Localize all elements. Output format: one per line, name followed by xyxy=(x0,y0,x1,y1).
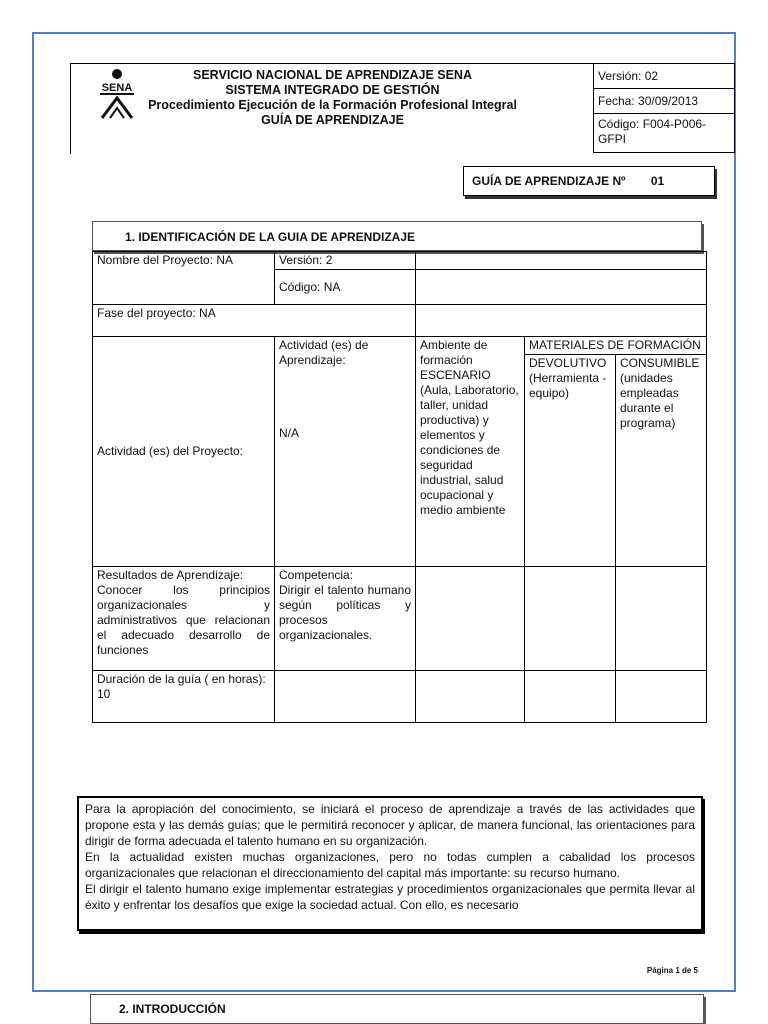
table-row xyxy=(93,671,707,723)
materials-header-cell xyxy=(525,337,707,355)
duration-value: 10 xyxy=(97,687,111,701)
learning-activity-cell xyxy=(275,337,416,567)
guide-number-value: 01 xyxy=(650,174,665,188)
project-name: Nombre del Proyecto: NA xyxy=(97,253,234,267)
table-row xyxy=(93,252,707,270)
learning-activity-value: N/A xyxy=(279,426,300,440)
empty-cell xyxy=(275,671,416,723)
guide-number-label: GUÍA DE APRENDIZAJE Nº xyxy=(472,174,626,188)
learning-activity-label: Actividad (es) de Aprendizaje: xyxy=(279,338,369,367)
identification-table xyxy=(92,251,707,723)
empty-cell xyxy=(525,671,616,723)
header-version: Versión: 02 xyxy=(594,64,734,89)
project-activity-cell xyxy=(93,337,275,567)
page-number: Página 1 de 5 xyxy=(646,966,698,975)
sena-logo xyxy=(94,68,140,120)
project-phase: Fase del proyecto: NA xyxy=(97,306,216,320)
devolutivo-cell xyxy=(525,355,616,567)
environment-cell xyxy=(416,337,525,567)
consumible-text: CONSUMIBLE (unidades empleadas durante el programa) xyxy=(620,356,700,430)
devolutivo-text: DEVOLUTIVO (Herramienta - equipo) xyxy=(529,356,607,400)
table-row xyxy=(93,337,707,355)
project-activity-label: Actividad (es) del Proyecto: xyxy=(97,444,244,458)
header-meta-block xyxy=(593,63,735,153)
results-text: Conocer los principios organizacionales y administrativos que relacionan el adecuado desarrollo de funciones xyxy=(97,583,270,657)
competence-text: Dirigir el talento humano según políticas y procesos organizacionales. xyxy=(279,583,411,642)
phase-cell xyxy=(93,305,416,337)
duration-cell xyxy=(93,671,275,723)
environment-text: Ambiente de formación ESCENARIO (Aula, Laboratorio, taller, unidad productiva) y elementos y condiciones de seguridad industrial, salud ocupacional y medio ambiente xyxy=(420,338,519,517)
consumible-cell xyxy=(616,355,707,567)
header-title-line2: SISTEMA INTEGRADO DE GESTIÓN xyxy=(225,83,440,97)
svg-text:SENA: SENA xyxy=(101,82,133,94)
sena-logo-icon xyxy=(94,68,140,120)
project-name-cell xyxy=(93,252,275,305)
section-identification-heading: 1. IDENTIFICACIÓN DE LA GUIA DE APRENDIZAJE xyxy=(92,221,702,251)
materials-header: MATERIALES DE FORMACIÓN xyxy=(529,338,701,352)
empty-cell xyxy=(416,567,525,671)
header-code: Código: F004-P006-GFPI xyxy=(598,117,707,146)
section-introduction-heading: 2. INTRODUCCIÓN xyxy=(90,994,704,1024)
empty-cell xyxy=(616,567,707,671)
empty-cell xyxy=(525,567,616,671)
header-date: Fecha: 30/09/2013 xyxy=(594,89,734,114)
code-cell xyxy=(275,270,416,305)
introduction-text-box xyxy=(77,796,703,931)
empty-cell xyxy=(416,270,707,305)
intro-paragraph-1: Para la apropiación del conocimiento, se iniciará el proceso de aprendizaje a través de las actividades que propone esta y las demás guías; que le permitirá reconocer y aplicar, de manera funcional, las orientaciones para dirigir de forma adecuada el talento humano en su organización. xyxy=(85,802,695,848)
header-title-line3: Procedimiento Ejecución de la Formación Profesional Integral xyxy=(148,98,517,112)
competence-cell xyxy=(275,567,416,671)
header-title-line1: SERVICIO NACIONAL DE APRENDIZAJE SENA xyxy=(193,68,472,82)
empty-cell xyxy=(416,305,707,337)
table-row xyxy=(93,305,707,337)
guide-number-box xyxy=(463,166,715,196)
version-cell xyxy=(275,252,416,270)
table-row xyxy=(93,567,707,671)
competence-label: Competencia: xyxy=(279,568,354,582)
empty-cell xyxy=(416,252,707,270)
table-code: Código: NA xyxy=(279,279,341,294)
duration-label: Duración de la guía ( en horas): xyxy=(97,672,266,686)
empty-cell xyxy=(616,671,707,723)
header-title-block xyxy=(70,63,594,154)
header-title-line4: GUÍA DE APRENDIZAJE xyxy=(261,113,404,127)
empty-cell xyxy=(416,671,525,723)
results-label: Resultados de Aprendizaje: xyxy=(97,568,244,582)
intro-paragraph-3: El dirigir el talento humano exige implementar estrategias y procedimientos organizacionales que permita llevar al éxito y enfrentar los desafíos que exige la sociedad actual. Con ello, es necesario xyxy=(85,882,695,912)
intro-paragraph-2: En la actualidad existen muchas organizaciones, pero no todas cumplen a cabalidad los procesos organizacionales que relacionan el direccionamiento del capital más importante: su recurso humano. xyxy=(85,850,695,880)
table-version: Versión: 2 xyxy=(279,253,333,267)
results-cell xyxy=(93,567,275,671)
